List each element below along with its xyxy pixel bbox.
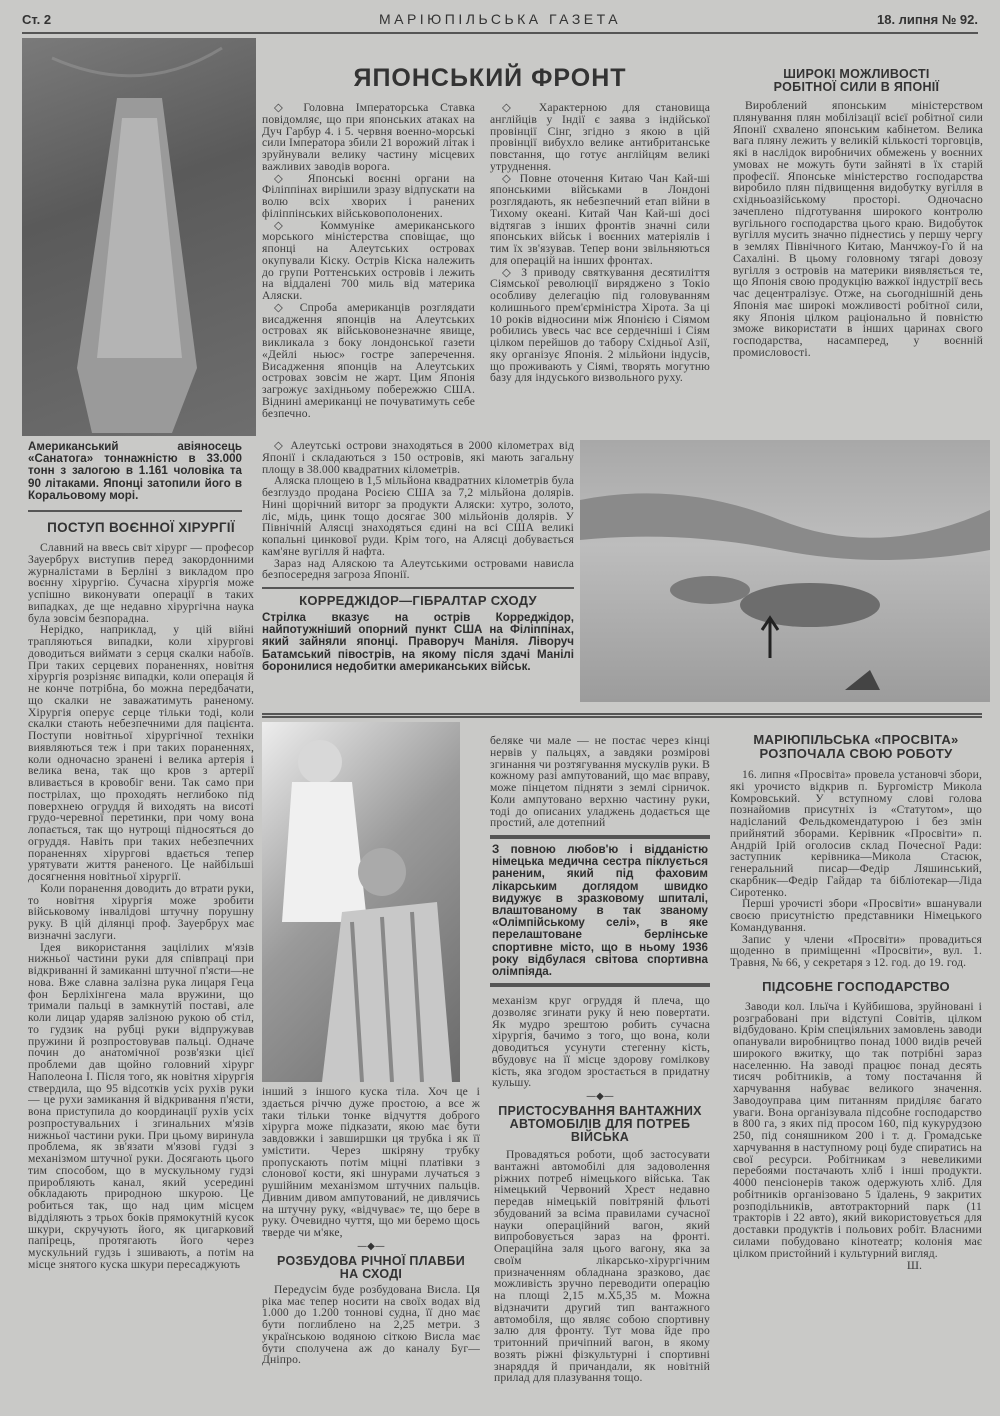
paragraph: ◇ Спроба американців розглядати висадження японців на Алеутських островах як військовонезначне явище, викликала з боку лондонської газети «Дейлі ньюс» гостре заперечення. Висадження японців на Алеутських островах зовсім не жарт. Цим Японія загрожує західньому побережжю США. Віднині американці не почуватимуть себе безпечно.	[262, 300, 475, 420]
paragraph: РОБІТНОЇ СИЛИ В ЯПОНІЇ	[773, 80, 940, 94]
labor-column	[730, 68, 983, 428]
nurse-and-wounded-photo	[262, 722, 460, 1082]
arrow-icon	[762, 618, 778, 658]
farm-signature: Ш.	[906, 1258, 922, 1273]
prosvita-title	[730, 733, 982, 761]
aleutian-corregidor-column	[262, 440, 574, 710]
japan-front-title: ЯПОНСЬКИЙ ФРОНТ	[353, 64, 627, 92]
paragraph: інший з іншого куска тіла. Хоч це і здається річчю дуже простою, а все ж таки тільки тонке відчуття доброго хірурга може підказати, якою має бути завдовжки і завширшки ця трубка і як її умістити. Через шкіряну трубку пропускають потім міцні платівки з слонової кости, які шнурами лучаться з рушійним механізмом штучних пальців. Дивним дивом ампутований, не дивлячись на штучну руку, «відчуває» те, що бере в руку. Очевидно чуття, що ми беремо щось тверде чи м'яке,	[262, 1086, 480, 1239]
paragraph: беляке чи мале — не постає через кінці нервів у пальцях, а завдяки розмірові згинання чи розтягування мускулів руки. В кожному разі ампутований, що має вправу, може пінцетом підняти з землі сірничок. Коли ампутовано верхню частину руки, тоді до описаних уладжень додається ще простий, але дотепний	[490, 735, 710, 829]
labor-title	[730, 68, 983, 94]
labor-text	[730, 100, 983, 428]
ornament-divider: —◆—	[586, 1091, 614, 1103]
middle-column	[490, 735, 710, 1410]
trucks-text	[490, 1149, 710, 1410]
left-column	[28, 441, 254, 1411]
farm-text	[730, 1001, 982, 1260]
aircraft-carrier-photo	[22, 38, 256, 436]
paragraph: ◇ Повне оточення Китаю Чан Кай-ші японськими військами в Лондоні розглядають, як небезпечний етап війни в Тихому океані. Китай Чан Кай-ші досі відтягав з інших фронтів значні сили японських військ і воєнних матеріялів і тим їх зв'язував. Тепер вони звільняються для операцій на інших фронтах.	[490, 171, 710, 267]
river-title: РОЗБУДОВА РІЧНОЇ ПЛАВБИ НА СХОДІ	[276, 1253, 465, 1281]
paragraph: ◇ Японські воєнні органи на Філіппінах вирішили зразу відпускати на волю всіх хворих і ранених філіппінських військовополонених.	[262, 171, 475, 220]
newspaper-title: МАРІЮПІЛЬСЬКА ГАЗЕТА	[378, 11, 622, 27]
surgery-title: ПОСТУП ВОЄННОЇ ХІРУРГІЇ	[47, 520, 235, 536]
paragraph: ◇ Коммуніке американського морського міністерства сповіщає, що японці на Алеутських островах окупували Кіску. Острів Кіска належить до групи Роттенських островів і лежить на віддалені 700 миль від материка Аляски.	[262, 218, 475, 302]
carrier-caption: Американський авіяносець «Санатога» тоннажністю в 33.000 тонн з залогою в 1.161 чоловіка та 90 літаками. Японці затопили його в Коральовому морі.	[28, 441, 242, 502]
paragraph: Славний на ввесь світ хірург — професор Зауербрух виступив перед закордонними журналістами в Берліні з викладом про воєнну хірургію. Сучасна хірургія може успішно виконувати операції в таких випадках, де ще недавно хірургічна наука була зовсім безпорадна.	[28, 542, 254, 625]
prosvita-text	[730, 769, 982, 969]
corregidor-caption: Стрілка вказує на острів Корреджідор, найпотужніший опорний пункт США на Філіппінах, який зайняли японці. Праворуч Маніля. Ліворуч Батамський півострів, на якому після здачі Манілі боронилися недобитки американських військ.	[262, 611, 574, 673]
surgery-text-col2	[262, 1086, 480, 1239]
japan-front-col1	[262, 102, 475, 426]
river-text	[262, 1284, 480, 1411]
paragraph: ◇ Алеутські острови знаходяться в 2000 кілометрах від Японії і складаються з 150 островів, які мають загальну площу в 38.000 квадратних кілометрів.	[262, 440, 574, 476]
surgery-text-col3b	[490, 995, 710, 1089]
paragraph: ◇ З приводу святкування десятиліття Сіямської революції вирядженo з Токіо особливу делегацію під головуванням колишнього прем'єрміністра Хірота. За ці 10 років відносини між Японією і Сіямом робились увесь час все сердечніші і Сіям цілком перейшов до табору Східньої Азії, яку організує Японія. 2 мільйони індусів, що проживають у Сіямі, творять могутню базу для індуського визвольного руху.	[490, 265, 710, 385]
paragraph: Коли поранення доводить до втрати руки, то новітня хірургія може зробити військовому інвалідові штучну порушну руку. В цій ділянці проф. Зауербрух має визначні заслуги.	[28, 881, 254, 942]
page-header	[22, 8, 978, 30]
paragraph: Нерідко, наприклад, у цій війні трапляються випадки, коли хірургові доводиться виймати з серця скалки набоїв. При таких серцевих пораненнях, новітня хірургія розрізняє випадки, коли операція й не конче потрібна, бо можна передбачати, що скалки не заважатимуть раненому. Хірургія оперує серце тільки тоді, коли скалки стають небезпечними для пацієнта. Поступи новітньої хірургічної техніки виявляються теж і при таких пораненнях, коли одночасно зранені і велика артерія і велика вена, так що кров з артерії вливається в кровобіг вени. Так само при пострілах, що проходять неглибоко під поверхнею огруддя й виходять на висоті грудо-черевної перетинки, при чому вона лопається, так що нутрощі підносяться до огруддя. Навіть при таких небезпечних пораненнях хірургові вдається тепер урятувати життя раненого. Це найбільші досягнення новітньої хірургії.	[28, 623, 254, 884]
right-column	[730, 733, 982, 1411]
nurse-caption-rule-top	[490, 835, 710, 839]
issue-date: 18. липня № 92.	[876, 11, 978, 27]
under-photo-column	[262, 1086, 480, 1411]
surgery-text-col1	[28, 542, 254, 1411]
section-double-rule	[262, 713, 982, 718]
ornament-divider: —◆—	[357, 1240, 385, 1252]
paragraph: Зараз над Аляскою та Алеутськими островами нависла безпосередня загроза Японії.	[262, 556, 574, 581]
paragraph: ШИРОКІ МОЖЛИВОСТІ	[783, 68, 930, 81]
paragraph: Запис у члени «Просвіти» провадиться щоденно в приміщенні «Просвіти», вул. 1. Травня, № 66, у секретаря з 12. год. до 19. год.	[730, 932, 982, 969]
paragraph: Аляска площею в 1,5 мільйона квадратних кілометрів була безглуздо продана Росією США за 7,2 мільйона долярів. Нині щорічний виторг за продукти Аляски: хутро, золото, ліс, мідь, цинк тощо досягає 300 мільйонів долярів. У Північній Алясці знаходяться єдині на всі США великі копальні цинкової руди. Крім того, на Алясці добувається кам'яне вугілля й нафта.	[262, 474, 574, 558]
paragraph: 16. липня «Просвіта» провела установчі збори, які урочисто відкрив п. Бургомістр Микола Комровський. У вступному слові голова познайомив присутніх із «Статутом», що надісланий Фельдкомендатурою і без змін прийнятий зборами. Керівник «Просвіти» п. Андрій Ірій оголосив склад Почесної Ради: заступник керівника—Микола Стасюк, генеральний писар—Федір Ляшинський, скарбник—Федір Гайдар та бібліотекар—Ліда Сиротенко.	[730, 769, 982, 899]
trucks-title: ПРИСТОСУВАННЯ ВАНТАЖНИХ АВТОМОБІЛІВ ДЛЯ ПОТРЕБ ВІЙСЬКА	[498, 1104, 702, 1145]
corregidor-title: КОРРЕДЖІДОР—ГІБРАЛТАР СХОДУ	[299, 593, 537, 608]
surgery-text-col3a	[490, 735, 710, 829]
paragraph: Заводи кол. Ільїча і Куйбишова, зруйновані і розграбовані при відступі Совітів, цілком відбудовано. Крім спеціяльних замовлень заводи опанували виробництво понад 1000 видів речей широкого вжитку, що так потрібні зараз населенню. На заводі працює понад десять тисяч робітників, а тому постачання й харчування набуває великого значення. Заводоуправа цим питанням приділяє багато уваги. Вона організувала підсобне господарство в 800 га, з яких під просом 160, під кукурудзою 250, під соняшником 200 і т. д. Громадське харчування в наступному році буде спиратись на свої ресурси. Робітникам з невеликими перебоями постачають хліб і інші продукти. 4000 пенсіонерів також одержують хліб. Для робітників організовано 5 їдалень, 9 закритих розподільників, автотракторний парк (11 тракторів і 22 авто), який використовується для доставки продуктів і польових робіт. Власними силами побудовано кінотеатр; колонія має цілком пристойний і культурний вигляд.	[733, 1000, 982, 1260]
paragraph: Передусім буде розбудована Висла. Ця ріка має тепер носити на своїх водах від 1.000 до 1.200 тоннові судна, її дно має бути поглиблено на 2,25 метри. З українською водяною сіткою Висла має бути сполучена аж до каналу Буг—Дніпро.	[262, 1283, 480, 1367]
nurse-caption: З повною любов'ю і відданістю німецька медична сестра піклується раненим, який під фаховим лікарським доглядом швидко видужує в зразковому шпиталі, влаштованому в так званому «Олімпійському селі», в яке перелаштоване берлінське спортивне місто, що в ньому 1936 року відбулася світова спортивна олімпіяда.	[492, 843, 708, 979]
paragraph: Провадяться роботи, щоб застосувати вантажні автомобілі для задоволення ріжних потреб німецького війська. Так німецький Червоний Хрест недавно передав німецькій повітряній фльоті збудований за всіма правилами сучасної науки операційний вагон, який випробовується зараз на фронті. Операційна заля цього вагону, яка за своїм лікарсько-хірургічним призначенням обладнана зразково, дає можливість зручно переводити операцію на площі 2,15 м.Х5,35 м. Можна відзначити другий тип вантажного автомобіля, що являє собою спортивну залю для фронту. Тут мова йде про тритонний причіпний вагон, в якому возять ріжні фізкультурні і спортивні знаряддя й причандали, як новітній прилад для плазування тощо.	[494, 1149, 710, 1385]
japan-front-continuation	[262, 440, 574, 581]
farm-title: ПІДСОБНЕ ГОСПОДАРСТВО	[762, 978, 950, 994]
paragraph: МАРІЮПІЛЬСЬКА «ПРОСВІТА»	[753, 733, 959, 747]
paragraph: Вироблений японським міністерством плянування плян мобілізації всієї робітної сили Японії схвалено японським кабінетом. Велика вага пляну лежить у великій кількості торговців, які в наслідок виробничих обмежень у воєнних умовах не можуть бути зайняті в їх старій професії. Японське міністерство господарства виробило плян підвищення видобутку вугілля в східньоазійському просторі. Одночасно зачеплено підготування широкого контролю вугільного господарства цього краю. Видобуток вугілля мусить значно піднестись у першу чергу в землях Північного Китаю, Манчжоу-Го й на Сахаліні. В цьому головному тягарі довозу вугілля з островів на материки виявляється те, що Японія свою продукцію важкої індустрії весь час децентралізує. Отже, на сьогоднішній день Японія має широкі можливості робітної сили, яку Японія цілком раціонально й повністю зможе використати в інших царинах свого господарства, насамперед, у воєнній промисловості.	[733, 100, 983, 359]
japan-front-col2	[490, 102, 710, 426]
paragraph: Перші урочисті збори «Просвіти» вшанували своєю присутністю представники Німецького Командування.	[730, 897, 982, 934]
corregidor-map-image	[580, 440, 990, 702]
paragraph: ◇ Характерною для становища англійців у Індії є заява з індійської провінції Сінг, згідно з якою в цій провінції вибухло велике антибританське повстання, що готує англійцям великі утруднення.	[490, 102, 710, 173]
paragraph: механізм круг огруддя й плеча, що дозволяє згинати руку й нею повертати. Як мудро зрештою робить сучасна хірургія, бачимо з того, що вона, коли доводиться усунути стегенну кість, вбудовує на її місце здорову гомілкову кість, яка згодом зростається в придатну кульшу.	[492, 995, 710, 1090]
nurse-caption-rule-bottom	[490, 983, 710, 987]
page-number: Ст. 2	[22, 11, 52, 27]
carrier-ship-image	[22, 38, 256, 436]
corregidor-rule	[262, 587, 574, 589]
header-rule	[22, 32, 978, 34]
paragraph: Ідея використання зацілілих м'язів нижньої частини руки для співпраці при відкриванні й замиканні штучної п'ясти—не нова. Вже славна залізна рука лицаря Геца фон Берліхінгена мала вружини, що тримали пальці в замкнутій поставі, але коли лицар ударяв залізною рукою об стіл, то гудзик на рубці руки відпружував пружини й розпростовував пальці. Одначе почин до анатомічної розв'язки цієї проблеми дав щойно головний хірург Наполеона І. Після того, як новітня хірургія ствердила, що 95 відсотків усіх рухів руки — це рухи замикання й відкривання п'ясти, вона приступила до координації рухів усіх розпростувальних і згинальних м'язів нижньої частини руки. При цьому виринула проблема, як зв'язати м'язові гудзі з механізмом штучної руки. Досягають цього тим способом, що в мускульному гудзі приробляють канал, який усередині обкладають природною шкурою. Це робиться так, що над цим місцем відділяють з трьох боків прямокутній кусок шкури, скручують його, як цигарковий папірець, протягають його через мускульний гудзь і зшивають, а потім на місце знятого куска шкури пересаджують	[28, 940, 254, 1271]
paragraph: РОЗПОЧАЛА СВОЮ РОБОТУ	[759, 746, 953, 761]
paragraph: ◇ Головна Імператорська Ставка повідомляє, що при японських атаках на Дуч Гарбур 4. і 5. червня военно-морські сили Імператора збили 21 ворожий літак і зруйнували велику частину місцевих важливих заводів ворога.	[262, 102, 475, 173]
caption-rule	[28, 510, 242, 512]
